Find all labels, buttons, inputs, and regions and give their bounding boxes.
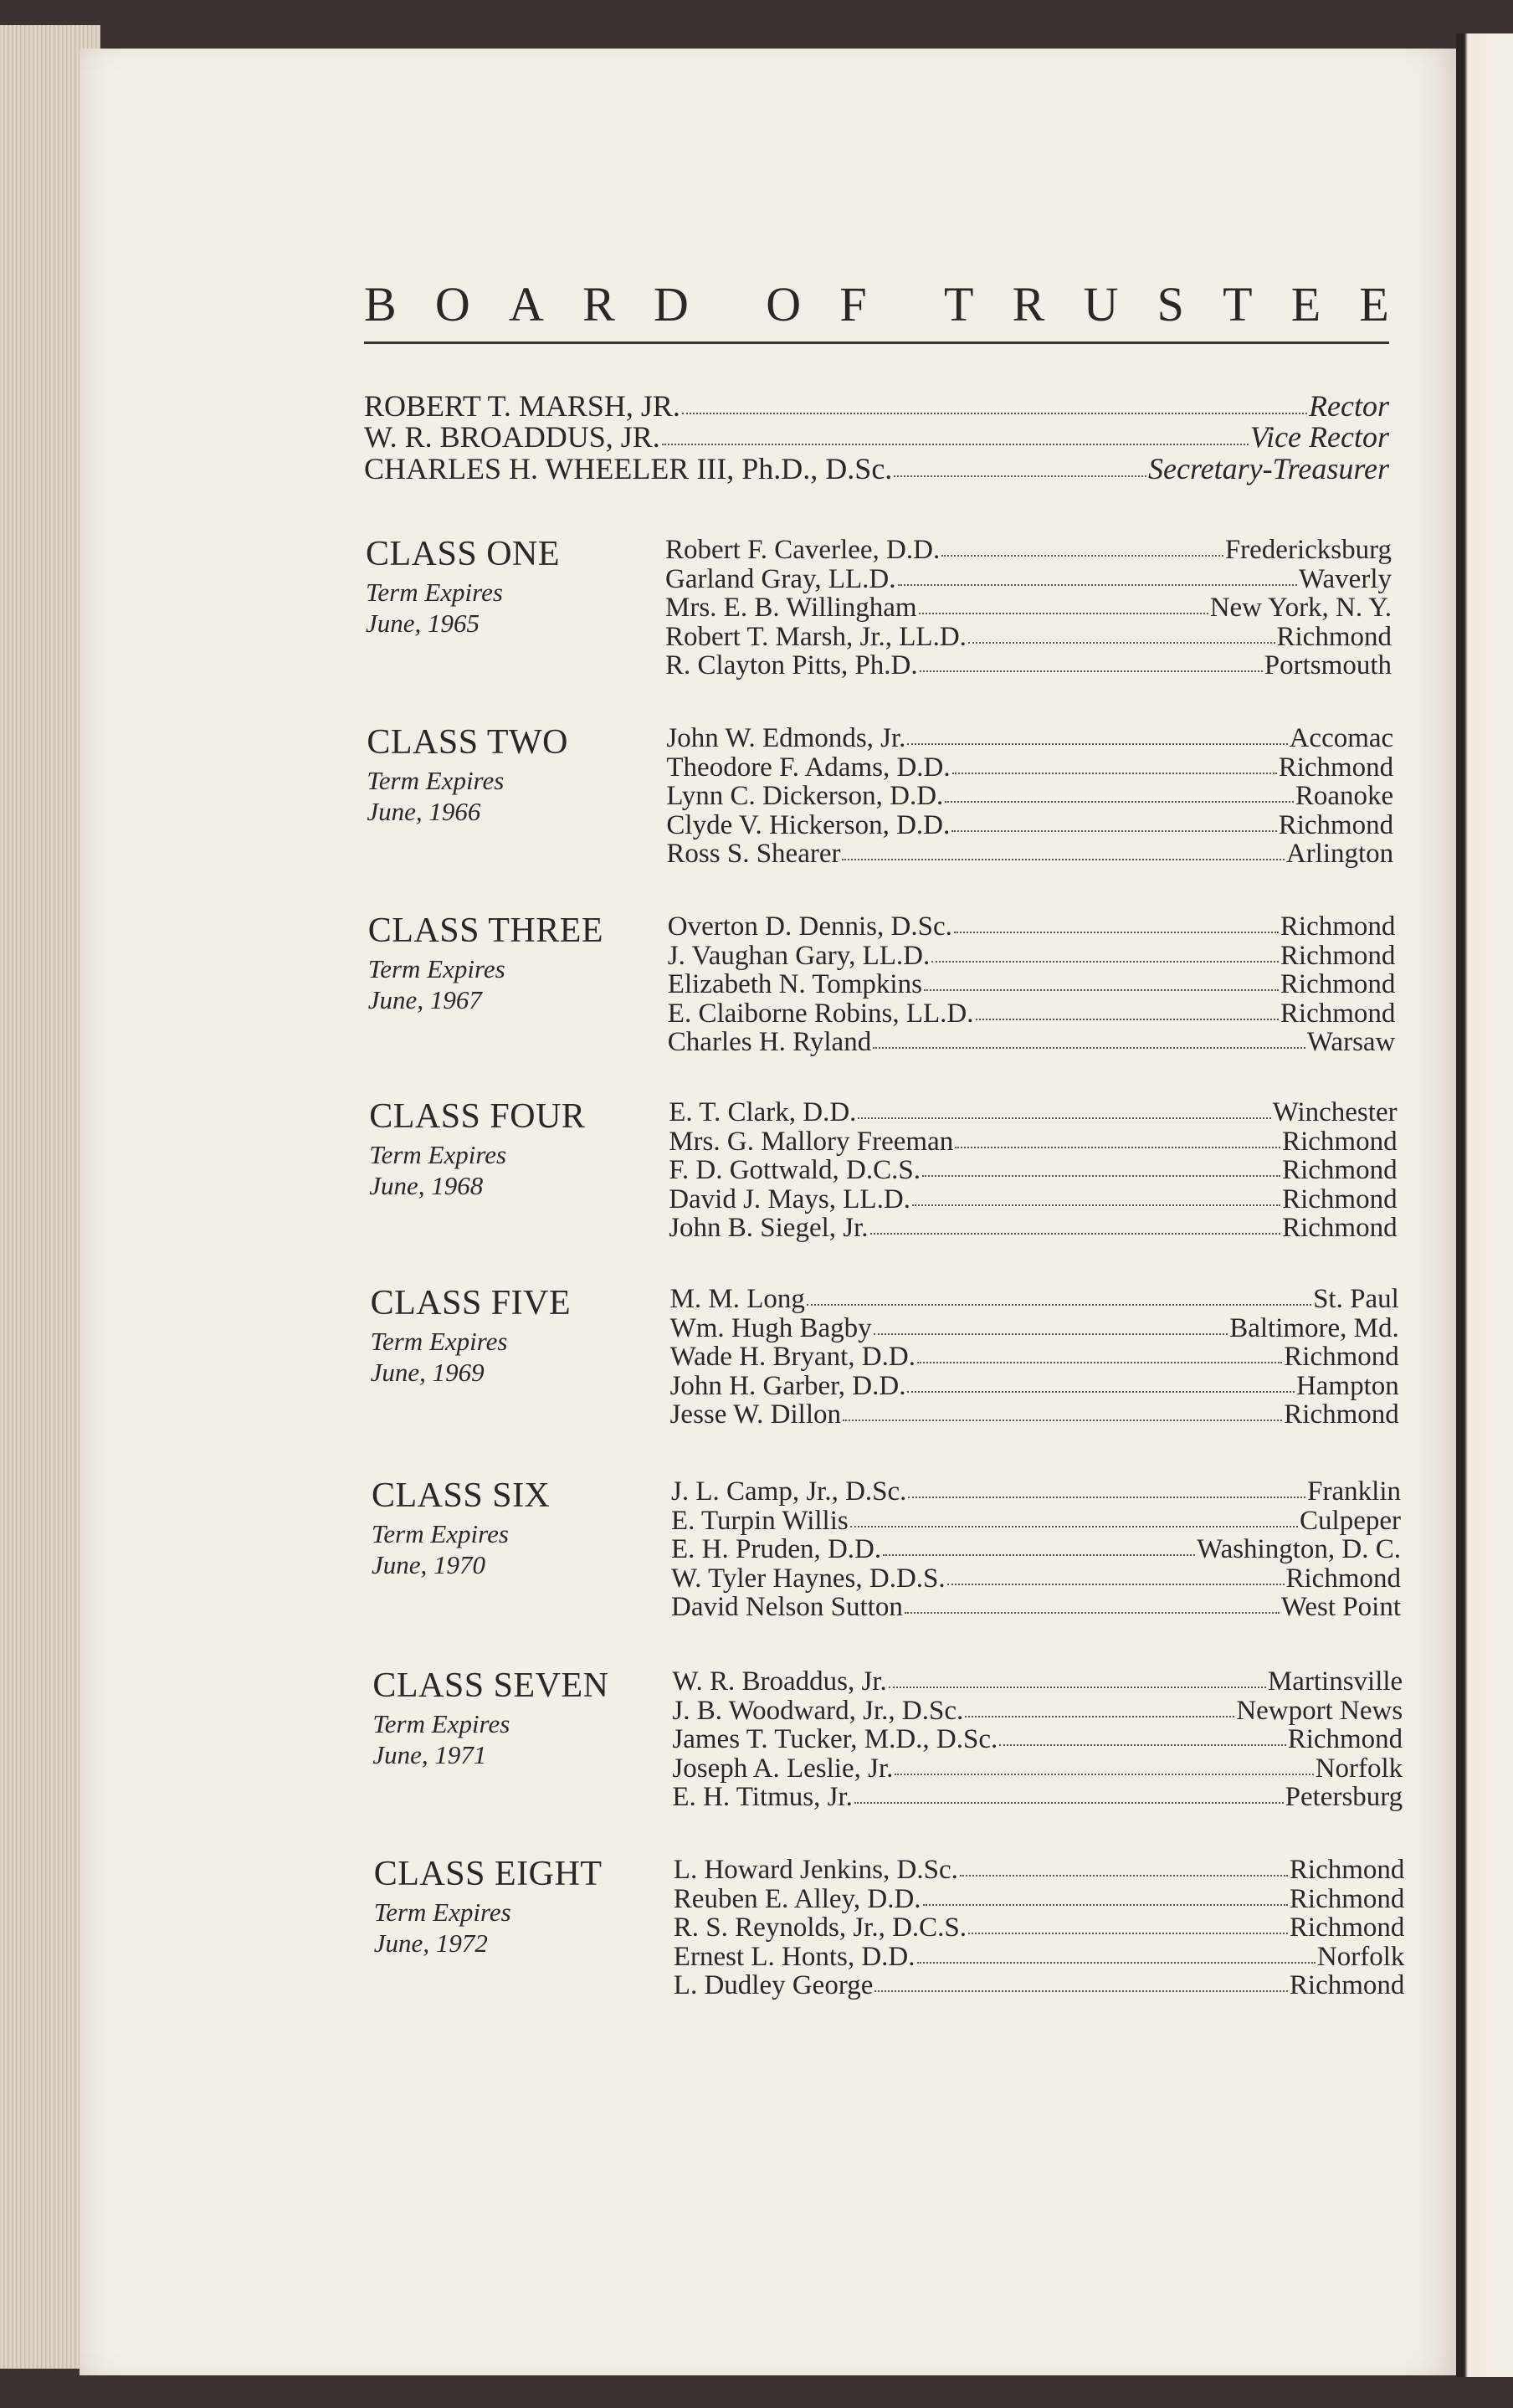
class-title: CLASS FIVE: [370, 1284, 572, 1322]
dot-leader: [941, 555, 1223, 557]
member-row: [670, 1372, 1399, 1400]
title-letter: B: [364, 277, 397, 331]
entry-name: E. H. Titmus, Jr.: [672, 1782, 853, 1812]
class-term-label: Term Expires: [367, 766, 505, 795]
entry-name: Robert T. Marsh, Jr., LL.D.: [665, 621, 967, 652]
dot-leader: [854, 1802, 1284, 1804]
member-row: [665, 565, 1392, 593]
entry-value: Rector: [1309, 389, 1389, 423]
entry-value: St. Paul: [1313, 1284, 1399, 1314]
member-row: [670, 1285, 1399, 1313]
class-term-date: June, 1971: [372, 1740, 487, 1769]
dot-leader: [919, 613, 1208, 614]
member-row: [668, 912, 1396, 941]
entry-value: Richmond: [1289, 1970, 1405, 2000]
member-row: [674, 1971, 1405, 2000]
member-row: [672, 1697, 1403, 1725]
member-row: [668, 999, 1396, 1028]
dot-leader: [905, 1612, 1280, 1614]
member-row: [666, 724, 1393, 752]
member-row: [674, 1885, 1405, 1913]
member-row: [665, 536, 1392, 564]
title-letter: R: [1012, 277, 1045, 331]
entry-name: M. M. Long: [669, 1284, 805, 1314]
dot-leader: [931, 961, 1279, 963]
member-row: [674, 1856, 1405, 1884]
entry-name: J. L. Camp, Jr., D.Sc.: [671, 1476, 907, 1507]
class-term-date: June, 1970: [372, 1550, 486, 1579]
member-row: [670, 1400, 1399, 1429]
entry-name: CHARLES H. WHEELER III, Ph.D., D.Sc.: [364, 452, 893, 485]
member-row: [671, 1477, 1401, 1506]
entry-value: Hampton: [1295, 1370, 1399, 1401]
entry-name: J. B. Woodward, Jr., D.Sc.: [672, 1695, 964, 1726]
entry-name: Charles H. Ryland: [667, 1027, 872, 1057]
title-letter: S: [1157, 277, 1184, 331]
entry-name: John H. Garber, D.D.: [669, 1370, 906, 1401]
entry-name: E. Claiborne Robins, LL.D.: [667, 998, 974, 1029]
title-letter: A: [508, 277, 544, 331]
member-row: [666, 839, 1393, 868]
dot-leader: [945, 801, 1294, 803]
entry-name: Ernest L. Honts, D.D.: [673, 1941, 915, 1972]
class-title: CLASS EIGHT: [373, 1855, 603, 1893]
entry-value: Richmond: [1282, 1155, 1398, 1185]
dot-leader: [889, 1687, 1266, 1688]
title-letter: R: [582, 277, 615, 331]
entry-value: Richmond: [1280, 969, 1396, 999]
class-title: CLASS TWO: [367, 723, 568, 762]
dot-leader: [917, 1962, 1316, 1964]
entry-name: W. R. BROADDUS, JR.: [364, 420, 660, 454]
entry-value: Richmond: [1282, 1213, 1398, 1243]
entry-name: E. H. Pruden, D.D.: [671, 1534, 882, 1564]
class-term-date: June, 1967: [367, 985, 482, 1014]
dot-leader: [968, 1933, 1288, 1934]
entry-value: Richmond: [1280, 940, 1396, 971]
entry-name: F. D. Gottwald, D.C.S.: [669, 1155, 921, 1185]
class-term-label: Term Expires: [372, 1709, 510, 1738]
dot-leader: [908, 1497, 1305, 1498]
entry-name: R. Clayton Pitts, Ph.D.: [665, 650, 918, 680]
member-row: [669, 1156, 1397, 1184]
dot-leader: [874, 1333, 1228, 1335]
member-row: [665, 593, 1392, 622]
entry-name: W. R. Broaddus, Jr.: [672, 1666, 887, 1697]
entry-name: R. S. Reynolds, Jr., D.C.S.: [673, 1913, 967, 1943]
entry-value: Richmond: [1282, 1183, 1398, 1214]
entry-value: Winchester: [1272, 1097, 1398, 1127]
member-row: [669, 1098, 1397, 1127]
dot-leader: [662, 444, 1249, 445]
entry-value: Culpeper: [1300, 1505, 1401, 1536]
member-row: [672, 1667, 1403, 1696]
entry-value: Roanoke: [1295, 781, 1394, 811]
member-row: [665, 623, 1392, 651]
officer-row: [364, 454, 1389, 483]
entry-name: Elizabeth N. Tompkins: [667, 969, 922, 999]
dot-leader: [858, 1117, 1270, 1119]
dot-leader: [922, 1175, 1280, 1177]
member-row: [666, 782, 1393, 810]
entry-name: Overton D. Dennis, D.Sc.: [667, 911, 952, 942]
title-rule: [364, 341, 1389, 344]
entry-value: Richmond: [1282, 1126, 1398, 1157]
member-row: [670, 1314, 1399, 1343]
entry-name: L. Dudley George: [673, 1970, 874, 2000]
entry-value: Secretary-Treasurer: [1148, 452, 1389, 485]
entry-name: Reuben E. Alley, D.D.: [673, 1883, 921, 1914]
entry-name: Ross S. Shearer: [666, 839, 841, 869]
entry-name: David Nelson Sutton: [671, 1592, 903, 1622]
class-term-date: June, 1969: [370, 1358, 485, 1387]
dot-leader: [894, 475, 1146, 477]
class-term-label: Term Expires: [373, 1897, 511, 1927]
member-row: [672, 1783, 1403, 1811]
entry-value: Portsmouth: [1264, 650, 1392, 680]
entry-value: Richmond: [1276, 621, 1392, 652]
dot-leader: [883, 1554, 1195, 1556]
entry-value: Norfolk: [1316, 1941, 1405, 1972]
entry-name: L. Howard Jenkins, D.Sc.: [673, 1855, 958, 1885]
member-row: [671, 1507, 1401, 1535]
title-letter: E: [1359, 277, 1389, 331]
dot-leader: [924, 989, 1279, 991]
dot-leader: [874, 1990, 1288, 1992]
entry-value: Richmond: [1287, 1724, 1403, 1754]
dot-leader: [843, 1420, 1282, 1421]
class-title: CLASS FOUR: [369, 1097, 586, 1136]
entry-value: Newport News: [1236, 1695, 1403, 1726]
dot-leader: [870, 1233, 1281, 1235]
entry-value: Washington, D. C.: [1197, 1534, 1401, 1564]
entry-name: Jesse W. Dillon: [669, 1399, 842, 1430]
class-title: CLASS ONE: [366, 535, 561, 573]
next-page-edge: [1456, 33, 1513, 2377]
title-letter: O: [434, 277, 470, 331]
entry-name: James T. Tucker, M.D., D.Sc.: [672, 1724, 998, 1754]
entry-name: Wm. Hugh Bagby: [669, 1312, 872, 1343]
dot-leader: [999, 1744, 1285, 1746]
entry-name: John W. Edmonds, Jr.: [666, 723, 906, 753]
entry-value: Richmond: [1280, 998, 1396, 1029]
class-title: CLASS SEVEN: [372, 1666, 609, 1705]
entry-name: John B. Siegel, Jr.: [669, 1213, 869, 1243]
class-title: CLASS THREE: [367, 911, 604, 950]
dot-leader: [923, 1904, 1288, 1906]
member-row: [672, 1725, 1403, 1753]
dot-leader: [947, 1584, 1285, 1585]
class-title: CLASS SIX: [372, 1476, 551, 1515]
entry-value: Richmond: [1284, 1399, 1399, 1430]
entry-name: W. Tyler Haynes, D.D.S.: [671, 1563, 946, 1594]
class-term-label: Term Expires: [366, 578, 503, 607]
entry-value: Petersburg: [1285, 1782, 1403, 1812]
member-row: [669, 1127, 1397, 1156]
member-row: [671, 1564, 1401, 1593]
member-row: [674, 1913, 1405, 1942]
entry-value: Vice Rector: [1249, 420, 1389, 454]
officer-row: [364, 420, 1389, 454]
entry-value: Arlington: [1285, 839, 1394, 869]
entry-value: Richmond: [1285, 1563, 1401, 1594]
entry-name: Theodore F. Adams, D.D.: [666, 752, 951, 783]
member-row: [670, 1343, 1399, 1371]
entry-value: Norfolk: [1315, 1753, 1403, 1784]
dot-leader: [682, 413, 1307, 414]
dot-leader: [920, 670, 1263, 672]
title-letter: D: [653, 277, 689, 331]
entry-value: West Point: [1280, 1592, 1401, 1622]
member-row: [674, 1943, 1405, 1971]
title-letter: U: [1083, 277, 1119, 331]
entry-name: Mrs. E. B. Willingham: [665, 593, 917, 623]
entry-value: Franklin: [1307, 1476, 1401, 1507]
entry-value: Richmond: [1278, 752, 1394, 783]
title-letter: T: [944, 277, 974, 331]
dot-leader: [912, 1204, 1280, 1206]
member-row: [666, 753, 1393, 782]
dot-leader: [873, 1047, 1305, 1049]
entry-name: Robert F. Caverlee, D.D.: [665, 535, 941, 565]
dot-leader: [968, 642, 1275, 644]
title-letter: F: [839, 277, 867, 331]
class-term-date: June, 1966: [367, 797, 481, 826]
dot-leader: [907, 743, 1287, 745]
class-term-label: Term Expires: [367, 954, 505, 983]
dot-leader: [951, 830, 1276, 832]
class-term-label: Term Expires: [370, 1327, 508, 1356]
dot-leader: [907, 1391, 1294, 1393]
class-term-date: June, 1965: [366, 608, 480, 638]
entry-value: Waverly: [1299, 563, 1392, 594]
member-row: [666, 811, 1393, 839]
dot-leader: [976, 1019, 1279, 1020]
entry-value: Richmond: [1289, 1855, 1405, 1885]
entry-name: Garland Gray, LL.D.: [665, 563, 896, 594]
entry-name: Clyde V. Hickerson, D.D.: [666, 809, 951, 840]
entry-value: Richmond: [1284, 1342, 1399, 1372]
dot-leader: [895, 1774, 1313, 1775]
member-row: [672, 1754, 1403, 1783]
page-title: [364, 276, 1389, 332]
member-row: [668, 970, 1396, 999]
entry-value: Richmond: [1289, 1913, 1405, 1943]
member-row: [671, 1535, 1401, 1563]
member-row: [669, 1214, 1397, 1242]
class-term-date: June, 1968: [369, 1171, 484, 1200]
member-row: [668, 1028, 1396, 1056]
dot-leader: [960, 1875, 1288, 1877]
dot-leader: [954, 932, 1279, 933]
dot-leader: [955, 1147, 1280, 1148]
entry-value: Warsaw: [1306, 1027, 1396, 1057]
dot-leader: [850, 1526, 1298, 1527]
entry-value: Baltimore, Md.: [1229, 1312, 1399, 1343]
class-term-label: Term Expires: [369, 1140, 507, 1169]
entry-name: E. Turpin Willis: [671, 1505, 849, 1536]
member-row: [669, 1185, 1397, 1214]
entry-value: Richmond: [1280, 911, 1396, 942]
dot-leader: [842, 859, 1284, 860]
member-row: [671, 1593, 1401, 1621]
dot-leader: [952, 773, 1277, 774]
entry-name: J. Vaughan Gary, LL.D.: [667, 940, 931, 971]
entry-name: Mrs. G. Mallory Freeman: [669, 1126, 954, 1157]
entry-name: Lynn C. Dickerson, D.D.: [666, 781, 944, 811]
entry-value: Accomac: [1289, 723, 1394, 753]
entry-name: E. T. Clark, D.D.: [669, 1097, 857, 1127]
class-term-label: Term Expires: [372, 1519, 509, 1548]
entry-name: David J. Mays, LL.D.: [669, 1183, 910, 1214]
dot-leader: [807, 1304, 1311, 1306]
entry-name: ROBERT T. MARSH, JR.: [364, 389, 680, 423]
entry-value: Fredericksburg: [1224, 535, 1392, 565]
entry-value: Richmond: [1289, 1883, 1405, 1914]
entry-name: Wade H. Bryant, D.D.: [669, 1342, 915, 1372]
class-term-date: June, 1972: [373, 1928, 488, 1958]
dot-leader: [965, 1716, 1234, 1717]
title-letter: E: [1290, 277, 1321, 331]
member-row: [665, 651, 1392, 680]
entry-value: New York, N. Y.: [1209, 593, 1392, 623]
entry-value: Richmond: [1278, 809, 1394, 840]
officer-row: [364, 389, 1389, 423]
title-letter: T: [1223, 277, 1253, 331]
dot-leader: [898, 584, 1298, 586]
title-letter: O: [766, 277, 802, 331]
member-row: [668, 942, 1396, 970]
entry-value: Martinsville: [1267, 1666, 1403, 1697]
entry-name: Joseph A. Leslie, Jr.: [672, 1753, 894, 1784]
dot-leader: [917, 1362, 1282, 1363]
